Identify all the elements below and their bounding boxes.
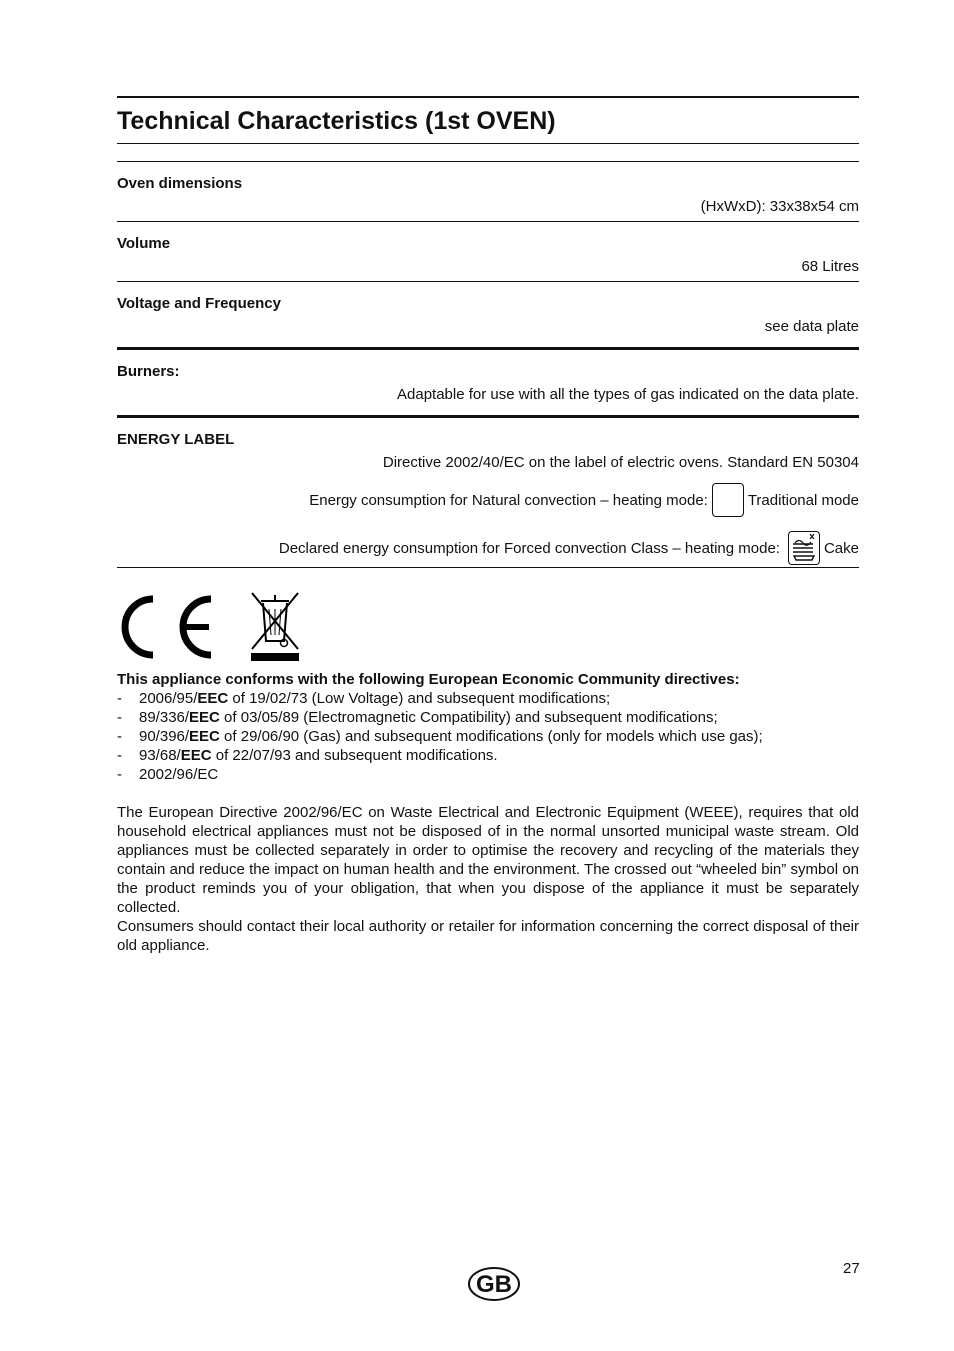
spec-voltage [117,282,859,347]
dimensions-value: (HxWxD): 33x38x54 cm [700,198,859,215]
spec-volume [117,222,859,281]
spec-dimensions [117,162,859,221]
forced-convection-line [117,531,859,565]
energy-label-heading: ENERGY LABEL [117,431,235,448]
energy-directive: Directive 2002/40/EC on the label of electric ovens. Standard EN 50304 [382,454,859,471]
cake-mode-icon [788,531,820,565]
natural-convection-text: Energy consumption for Natural convection – heating mode: [309,491,708,509]
directives-list [117,689,859,784]
country-code: GB [476,1271,512,1298]
spec-burners [117,350,859,415]
dimensions-label: Oven dimensions [117,175,243,192]
ce-mark-icon [117,593,213,666]
directives-title: This appliance conforms with the following European Economic Community directives: [117,671,740,688]
weee-paragraph: The European Directive 2002/96/EC on Waste Electrical and Electronic Equipment (WEEE), requires that old household electrical appliances must not be disposed of in the normal unsorted municipal waste stream. Old appliances must be collected separately in order to optimise the recovery and recycling of the materials they contain and reduce the impact on human health and the environment. The crossed out “wheeled bin” symbol on the product reminds you of your obligation, that when you dispose of the appliance it must be separately collected. [117,804,859,916]
volume-label: Volume [117,235,171,252]
directive-item: - 90/396/EEC of 29/06/90 (Gas) and subsequent modifications (only for models which use gas); [117,728,763,745]
energy-label-section [117,418,859,567]
traditional-mode-icon [712,483,744,517]
directive-item: - 2006/95/EEC of 19/02/73 (Low Voltage) and subsequent modifications; [117,690,611,707]
forced-convection-text: Declared energy consumption for Forced convection Class – heating mode: [278,539,780,557]
natural-convection-line [117,483,859,517]
directive-item: - 93/68/EEC of 22/07/93 and subsequent modifications. [117,747,498,764]
burners-value: Adaptable for use with all the types of gas indicated on the data plate. [397,386,859,403]
page-number: 27 [843,1260,860,1277]
directive-item: - 89/336/EEC of 03/05/89 (Electromagnetic Compatibility) and subsequent modifications; [117,709,718,726]
page-title: Technical Characteristics (1st OVEN) [117,107,556,135]
consumer-paragraph: Consumers should contact their local authority or retailer for information concerning the correct disposal of their old appliance. [117,918,859,954]
voltage-value: see data plate [764,318,859,335]
country-badge [467,1266,521,1302]
document-page [117,96,859,955]
voltage-label: Voltage and Frequency [117,295,281,312]
crossed-bin-icon [249,589,301,666]
volume-value: 68 Litres [801,258,859,275]
table-bottom-rule [117,567,859,568]
directive-item: - 2002/96/EC [117,766,219,783]
forced-convection-mode: Cake [823,539,859,557]
natural-convection-mode: Traditional mode [747,491,859,509]
conformity-logos [117,594,859,666]
burners-label: Burners: [117,363,180,380]
